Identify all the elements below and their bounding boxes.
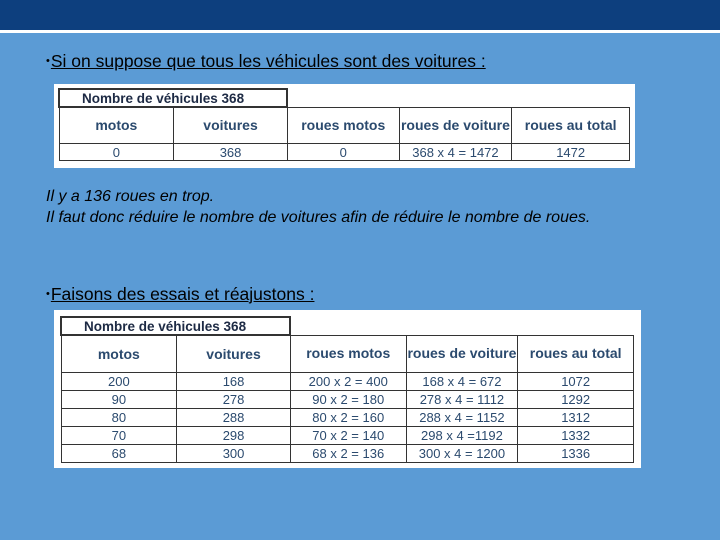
table-cell: 300 xyxy=(177,445,291,463)
table-cell: 1072 xyxy=(518,373,634,391)
table-cell: 1312 xyxy=(518,409,634,427)
column-header: roues de voiture xyxy=(406,335,518,373)
table-cell: 68 xyxy=(61,445,177,463)
table-row xyxy=(61,391,634,409)
table-cell: 80 x 2 = 160 xyxy=(290,409,406,427)
top-divider xyxy=(0,30,720,33)
table-row xyxy=(61,409,634,427)
table-title-spacer xyxy=(290,317,633,335)
table-title: Nombre de véhicules 368 xyxy=(59,89,287,107)
table-cell: 1292 xyxy=(518,391,634,409)
column-header: roues motos xyxy=(287,107,399,144)
table-cell: 278 xyxy=(177,391,291,409)
table-header-row xyxy=(61,335,634,373)
column-header: motos xyxy=(61,335,177,373)
table1-container xyxy=(54,84,635,168)
table-cell: 288 x 4 = 1152 xyxy=(406,409,518,427)
table-cell: 0 xyxy=(287,144,399,161)
table-cell: 298 xyxy=(177,427,291,445)
table-cell: 80 xyxy=(61,409,177,427)
table-row xyxy=(61,445,634,463)
table-row xyxy=(61,427,634,445)
table-title: Nombre de véhicules 368 xyxy=(61,317,290,335)
bullet-icon: • xyxy=(46,55,50,67)
table-cell: 1472 xyxy=(512,144,630,161)
bullet-trials xyxy=(46,284,314,305)
table-cell: 90 x 2 = 180 xyxy=(290,391,406,409)
table-title-row xyxy=(61,317,634,335)
column-header: roues motos xyxy=(290,335,406,373)
table-cell: 0 xyxy=(59,144,174,161)
table-cell: 168 x 4 = 672 xyxy=(406,373,518,391)
column-header: motos xyxy=(59,107,174,144)
table-cell: 298 x 4 =1192 xyxy=(406,427,518,445)
table-cell: 1336 xyxy=(518,445,634,463)
table-cell: 1332 xyxy=(518,427,634,445)
bullet-trials-text: Faisons des essais et réajustons : xyxy=(50,284,315,304)
table-cell: 278 x 4 = 1112 xyxy=(406,391,518,409)
bullet-hypothesis-text: Si on suppose que tous les véhicules sont des voitures : xyxy=(50,51,486,71)
column-header: voitures xyxy=(174,107,288,144)
table-cell: 300 x 4 = 1200 xyxy=(406,445,518,463)
note-line-1: Il y a 136 roues en trop. xyxy=(46,188,215,205)
table-row xyxy=(61,373,634,391)
column-header: voitures xyxy=(177,335,291,373)
table-cell: 168 xyxy=(177,373,291,391)
top-title-bar xyxy=(0,0,720,30)
column-header: roues de voiture xyxy=(399,107,512,144)
table-cell: 288 xyxy=(177,409,291,427)
table-title-spacer xyxy=(287,89,629,107)
bullet-hypothesis xyxy=(46,51,486,72)
table1 xyxy=(58,88,630,161)
column-header: roues au total xyxy=(512,107,630,144)
table-cell: 70 x 2 = 140 xyxy=(290,427,406,445)
table2-container xyxy=(54,310,641,468)
table-cell: 368 xyxy=(174,144,288,161)
table-cell: 200 xyxy=(61,373,177,391)
bullet-icon: • xyxy=(46,288,50,300)
table-cell: 368 x 4 = 1472 xyxy=(399,144,512,161)
note-line-2: Il faut donc réduire le nombre de voitures afin de réduire le nombre de roues. xyxy=(46,209,591,226)
table-cell: 70 xyxy=(61,427,177,445)
table-cell: 90 xyxy=(61,391,177,409)
table2 xyxy=(60,316,634,463)
table-header-row xyxy=(59,107,630,144)
table-title-row xyxy=(59,89,630,107)
table-row xyxy=(59,144,630,161)
table-cell: 68 x 2 = 136 xyxy=(290,445,406,463)
column-header: roues au total xyxy=(518,335,634,373)
table-cell: 200 x 2 = 400 xyxy=(290,373,406,391)
